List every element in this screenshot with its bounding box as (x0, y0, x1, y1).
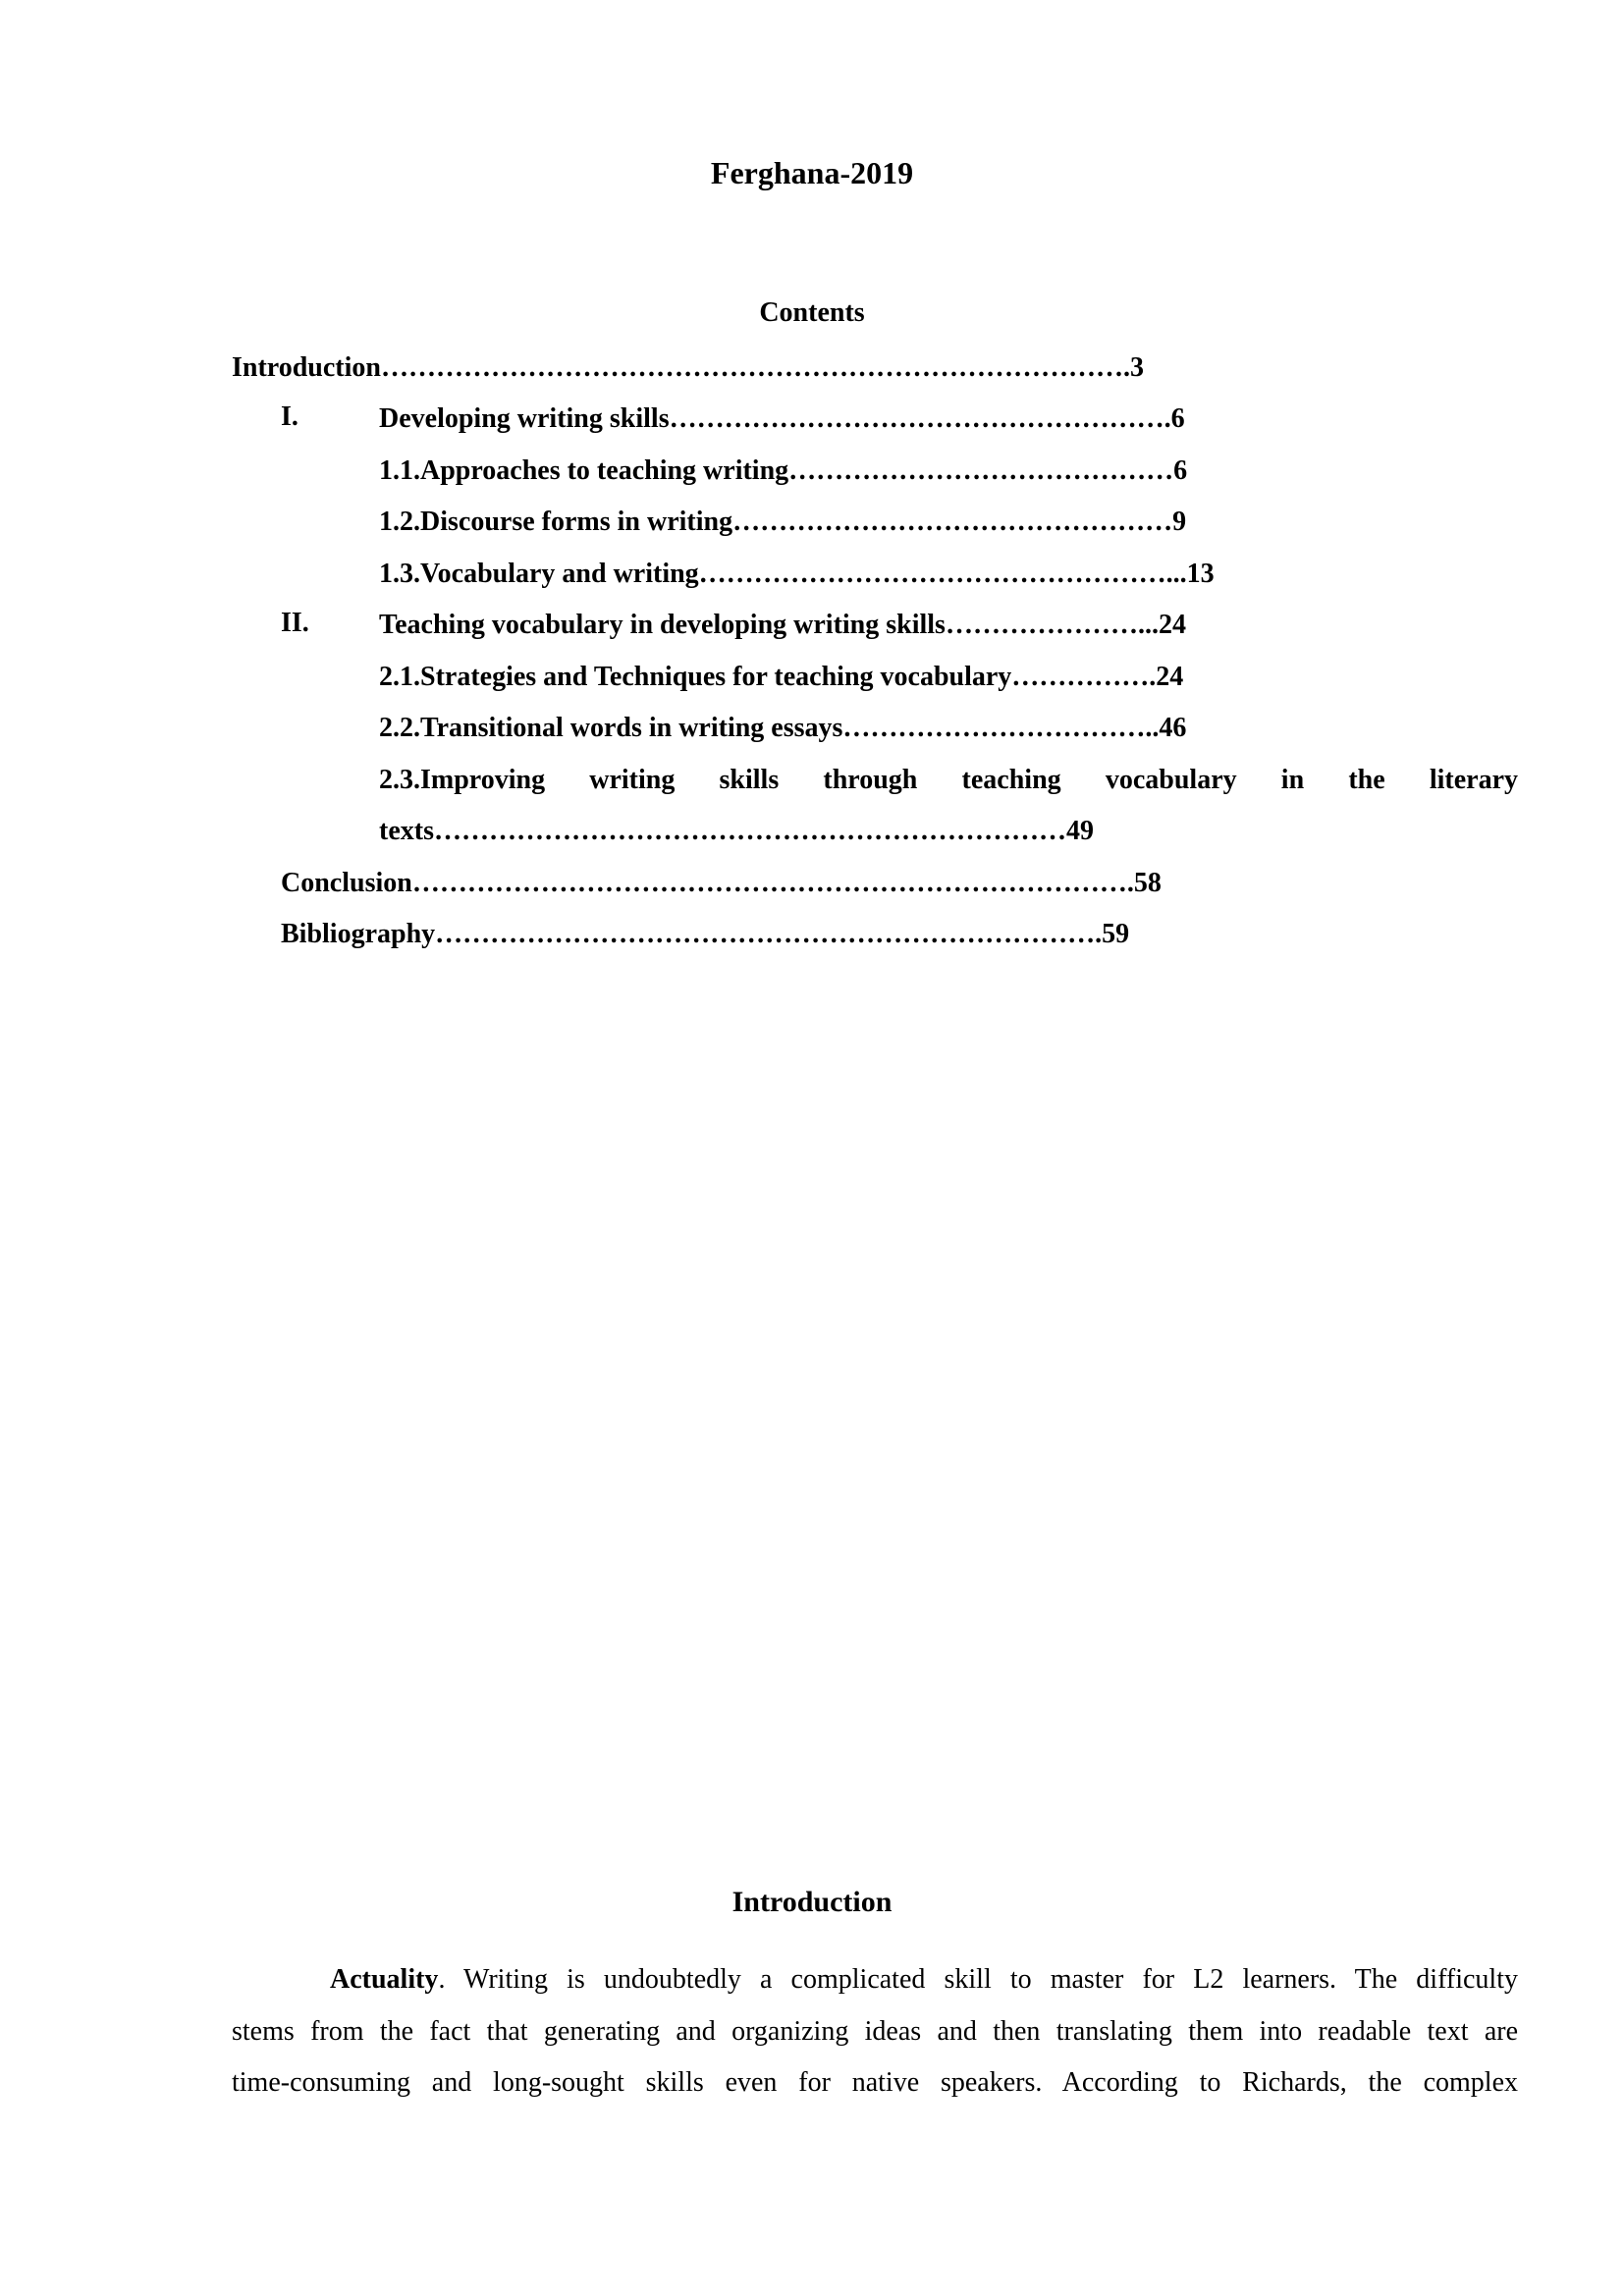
toc-entry-section-2-2: 2.2.Transitional words in writing essays……………………………..46 (379, 713, 1187, 743)
toc-entry-section-2-3: 2.3.Improving writing skills through teaching vocabulary in the literary (379, 765, 1518, 795)
toc-entry-chapter-1: Developing writing skills……………………………………………….6 (379, 403, 1185, 434)
contents-heading: Contents (759, 297, 865, 328)
page-title: Ferghana-2019 (710, 155, 914, 190)
toc-entry-chapter-2: Teaching vocabulary in developing writing skills…………………...24 (379, 610, 1186, 640)
toc-entry-section-1-1: 1.1.Approaches to teaching writing……………………………………6 (379, 455, 1188, 486)
toc-entry-bibliography: Bibliography……………………………………………………………….59 (281, 919, 1130, 949)
paragraph-line: time-consuming and long-sought skills even for native speakers. According to Richards, the complex (232, 2067, 1518, 2098)
actuality-label: Actuality (330, 1964, 439, 1995)
toc-entry-section-2-3-continued: texts……………………………………………………………49 (379, 816, 1094, 846)
toc-chapter-number: II. (281, 608, 309, 638)
paragraph-line: stems from the fact that generating and organizing ideas and then translating them into readable text are (232, 2015, 1518, 2047)
toc-entry-section-1-3: 1.3.Vocabulary and writing……………………………………………...13 (379, 559, 1215, 589)
toc-entry-section-2-1: 2.1.Strategies and Techniques for teaching vocabulary…………….24 (379, 662, 1184, 692)
toc-entry-introduction: Introduction……………………………………………………………………….3 (232, 352, 1144, 383)
toc-chapter-number: I. (281, 401, 298, 432)
introduction-paragraph (232, 1954, 1518, 2109)
paragraph-line (232, 1954, 1518, 2006)
introduction-heading: Introduction (731, 1886, 893, 1918)
paragraph-text: . Writing is undoubtedly a complicated skill to master for L2 learners. The difficulty (438, 1964, 1518, 1995)
toc-entry-conclusion: Conclusion…………………………………………………………………….58 (281, 868, 1162, 898)
toc-entry-section-1-2: 1.2.Discourse forms in writing…………………………………………9 (379, 507, 1187, 537)
